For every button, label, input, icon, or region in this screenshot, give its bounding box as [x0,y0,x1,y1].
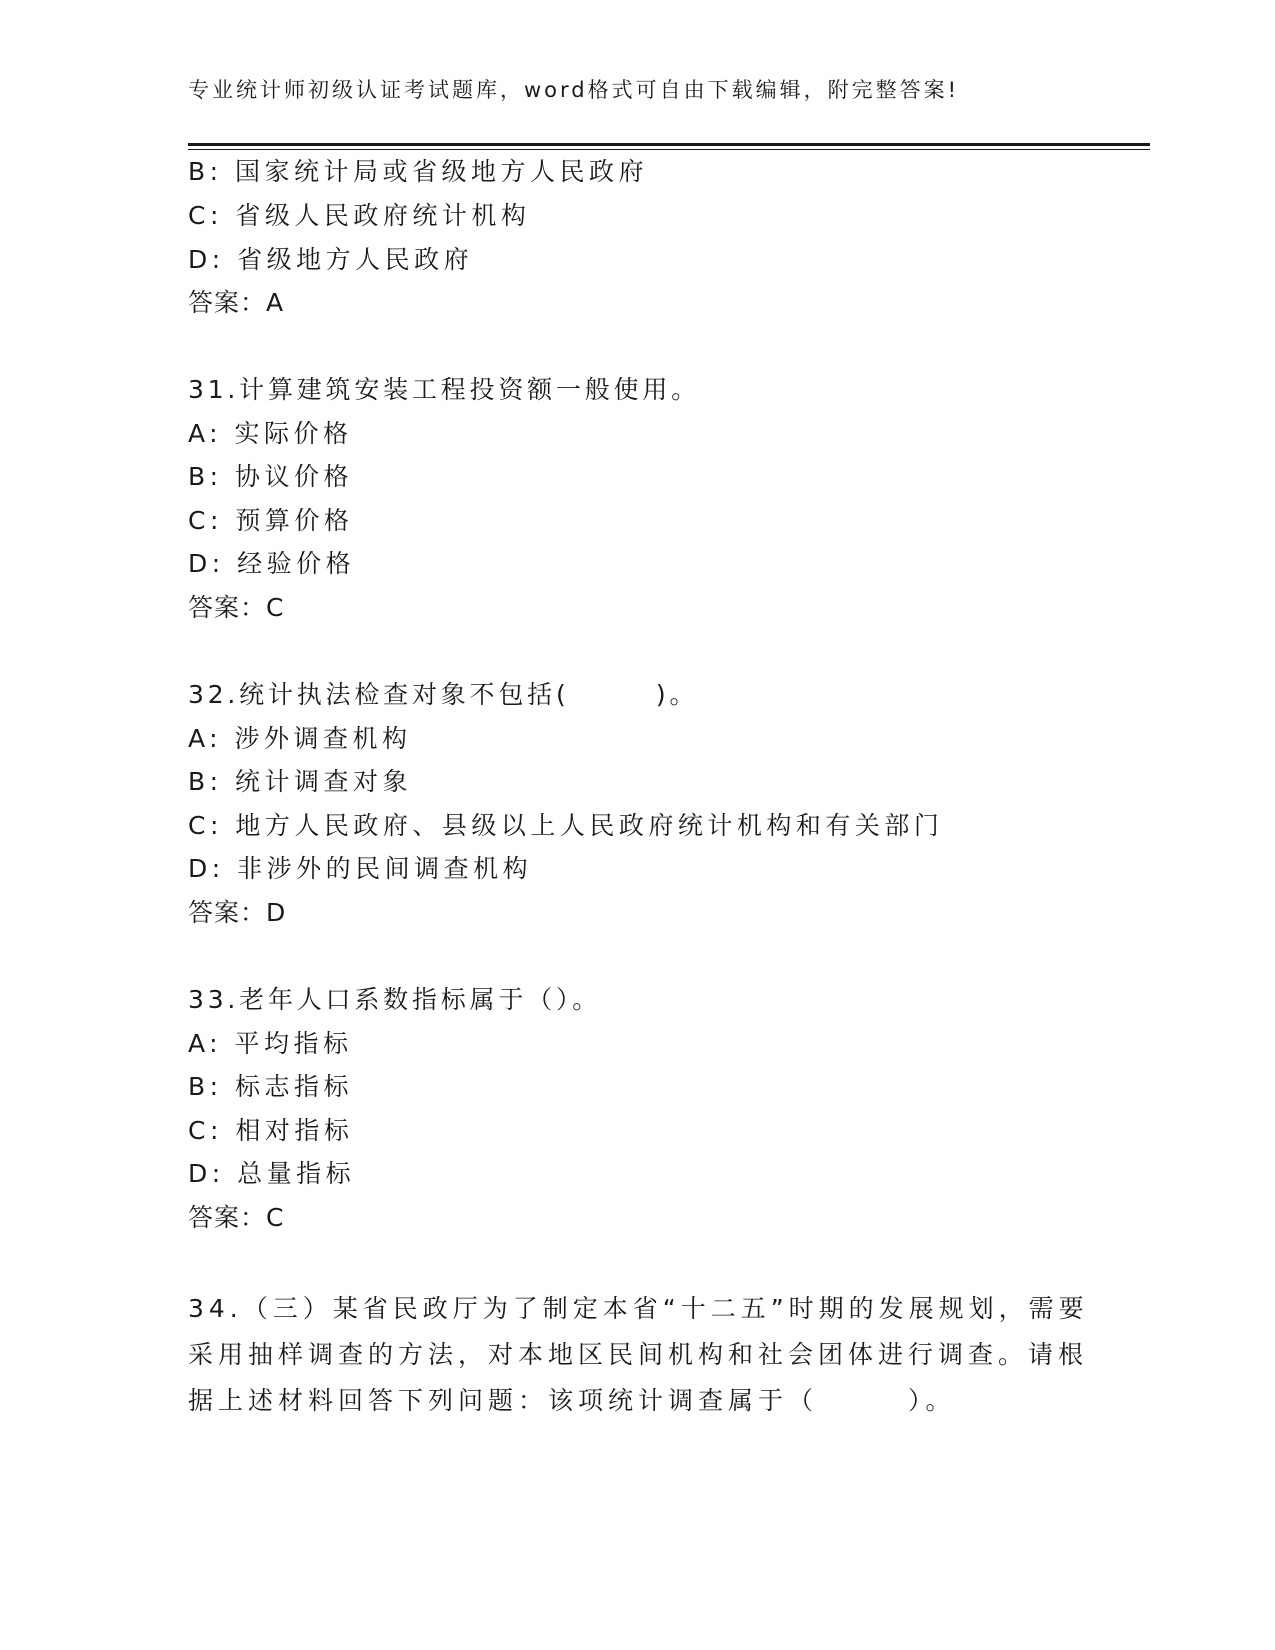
q30-option-c: C: 省级人民政府统计机构 [188,201,531,230]
q33-option-a: A: 平均指标 [188,1029,353,1058]
q31-option-a: A: 实际价格 [188,419,353,448]
q31-stem: 31.计算建筑安装工程投资额一般使用。 [188,375,700,404]
header-divider-thin [188,149,1150,150]
q30-option-b: B: 国家统计局或省级地方人民政府 [188,157,649,186]
q32-stem: 32.统计执法检查对象不包括( )。 [188,680,699,709]
q30-option-d: D: 省级地方人民政府 [188,245,474,274]
q32-option-d: D: 非涉外的民间调查机构 [188,854,533,883]
q32-option-b: B: 统计调查对象 [188,767,413,796]
q34-stem-line-1: 34.（三）某省民政厅为了制定本省“十二五”时期的发展规划，需要 [188,1294,1089,1323]
q31-option-c: C: 预算价格 [188,506,354,535]
q31-option-b: B: 协议价格 [188,462,354,491]
q33-stem: 33.老年人口系数指标属于（）。 [188,985,602,1014]
page-header: 专业统计师初级认证考试题库，word格式可自由下载编辑，附完整答案! [188,78,960,102]
q34-stem [188,1286,1088,1424]
q32-option-c: C: 地方人民政府、县级以上人民政府统计机构和有关部门 [188,811,944,840]
q32-answer: 答案：D [188,898,287,927]
q33-option-c: C: 相对指标 [188,1116,354,1145]
header-divider-thick [188,143,1150,146]
q33-option-d: D: 总量指标 [188,1159,356,1188]
q33-option-b: B: 标志指标 [188,1072,354,1101]
q32-option-a: A: 涉外调查机构 [188,724,412,753]
q30-answer: 答案：A [188,288,285,317]
q34-stem-line-3: 据上述材料回答下列问题：该项统计调查属于（ ）。 [188,1386,956,1415]
q31-answer: 答案：C [188,593,285,622]
q31-option-d: D: 经验价格 [188,549,356,578]
q34-stem-line-2: 采用抽样调查的方法，对本地区民间机构和社会团体进行调查。请根 [188,1340,1089,1369]
q33-answer: 答案：C [188,1203,285,1232]
